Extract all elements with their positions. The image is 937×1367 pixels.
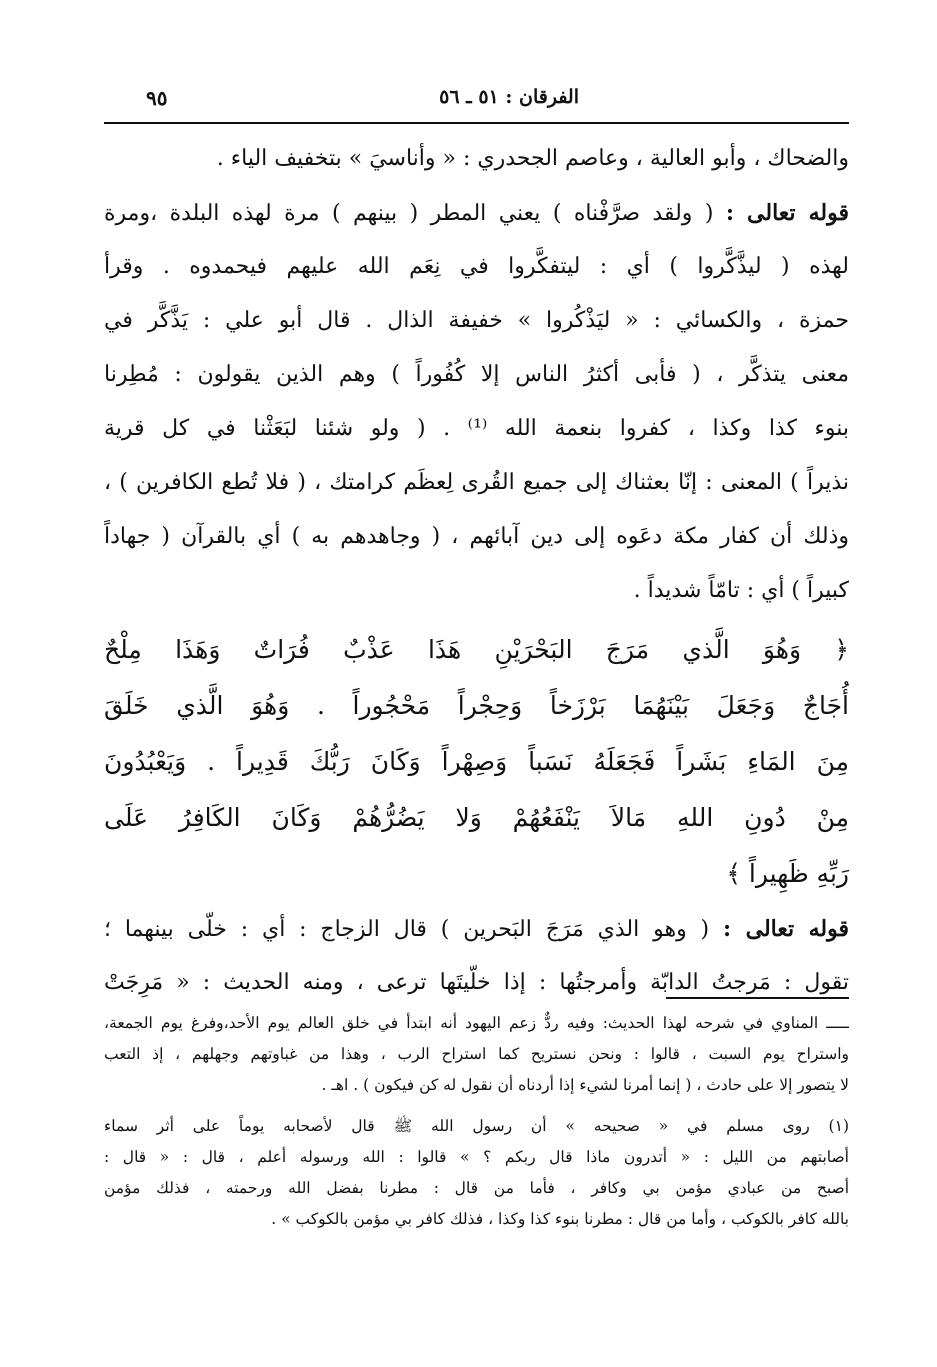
page-number: ٩٥ xyxy=(146,86,168,110)
text-line: وذلك أن كفار مكة دعَوه إلى دين آبائهم ، ( وجاهدهم به ) أي بالقرآن ( جهاداً xyxy=(104,524,849,549)
verse-line: أُجَاجٌ وَجَعَلَ بَيْنَهُمَا بَرْزَخاً وَحِجْراً مَحْجُوراً . وَهُوَ الَّذي خَلَقَ xyxy=(104,691,849,720)
text-line: والضحاك ، وأبو العالية ، وعاصم الجحدري : « وأناسيَ » بتخفيف الياء . xyxy=(216,146,849,171)
text-line: نذيراً ) المعنى : إنّا بعثناك إلى جميع القُرى لِعظَم كرامتك ، ( فلا تُطع الكافرين ) ، xyxy=(104,470,849,495)
quran-verse-block xyxy=(104,622,849,902)
footnote-line: بالله كافر بالكوكب ، وأما من قال : مطرنا بنوء كذا وكذا ، فذلك كافر بي مؤمن بالكوكب » . xyxy=(271,1210,849,1228)
header-rule xyxy=(104,122,849,124)
verse-line: ﴿ وَهُوَ الَّذي مَرَجَ البَحْرَيْنِ هَذَا عَذْبٌ فُرَاتٌ وَهَذَا مِلْحٌ xyxy=(104,635,849,664)
footnote-line: (١) روى مسلم في « صحيحه » أن رسول الله ﷺ قال لأصحابه يوماً على أثر سماء xyxy=(104,1117,849,1135)
footnote-line: أصابتهم من الليل : « أتدرون ماذا قال ربكم ؟ » قالوا : الله ورسوله أعلم ، قال : « قال : xyxy=(104,1148,849,1166)
text-line: حمزة ، والكسائي : « ليَذْكُروا » خفيفة الذال . قال أبو علي : يَذَّكَّر في xyxy=(104,308,849,333)
running-header xyxy=(104,84,849,114)
text-line: لهذه ( ليذَّكَّروا ) أي : ليتفكَّروا في نِعَم الله عليهم فيحمدوه . وقرأ xyxy=(104,254,849,279)
verse-line: مِنْ دُونِ اللهِ مَالاَ يَنْفَعُهُمْ وَلا يَضُرُّهُمْ وَكَانَ الكَافِرُ عَلَى xyxy=(104,803,849,832)
footnote-line: لا يتصور إلا على حادث ، ( إنما أمرنا لشيء إذا أردناه أن نقول له كن فيكون ) . اهـ . xyxy=(321,1076,849,1094)
footnotes xyxy=(104,1008,849,1235)
text-line: بنوء كذا وكذا ، كفروا بنعمة الله ⁽¹⁾ . ( ولو شئنا لبَعَثْنا في كل قرية xyxy=(104,416,849,441)
commentary-lead: قوله تعالى : xyxy=(722,916,849,942)
text-fragment: ( ولقد صرَّفْناه ) يعني المطر ( بينهم ) مرة لهذه البلدة ،ومرة xyxy=(104,201,714,226)
text-line: كبيراً ) أي : تامّاً شديداً . xyxy=(633,578,849,603)
verse-line: رَبِّهِ ظَهِيراً ﴾ xyxy=(726,859,849,888)
commentary-lead: قوله تعالى : xyxy=(725,200,849,226)
footnote-line: ـــــ المناوي في شرحه لهذا الحديث: وفيه ردٌّ زعم اليهود أنه ابتدأ في خلق العالم يوم الأحد،وفرغ يوم الجمعة، xyxy=(104,1014,849,1032)
text-line: معنى يتذكَّر ، ( فأبى أكثرُ الناس إلا كُفُوراً ) وهم الذين يقولون : مُطِرنا xyxy=(104,362,849,387)
main-text xyxy=(104,132,849,1010)
text-line xyxy=(104,186,849,240)
text-line xyxy=(104,902,849,956)
header-title: الفرقان : ٥١ ـ ٥٦ xyxy=(439,86,579,108)
verse-line: مِنَ المَاءِ بَشَراً فَجَعَلَهُ نَسَباً وَصِهْراً وَكَانَ رَبُّكَ قَدِيراً . وَيَعْبُدُونَ xyxy=(104,747,849,776)
footnote-line: أصبح من عبادي مؤمن بي وكافر ، فأما من قال : مطرنا بفضل الله ورحمته ، فذلك مؤمن xyxy=(104,1179,849,1197)
footnote-line: واستراح يوم السبت ، قالوا : ونحن نستريح كما استراح الرب ، وهذا من غباوتهم وجهلهم ، إذ التعب xyxy=(104,1045,849,1063)
text-line: تقول : مَرجتُ الدابّة وأمرجتُها : إذا خلّيتَها ترعى ، ومنه الحديث : « مَرِجَتْ xyxy=(104,970,849,995)
footnote-rule xyxy=(666,997,849,999)
text-fragment: ( وهو الذي مَرَجَ البَحرين ) قال الزجاج : أي : خلّى بينهما ؛ xyxy=(104,917,710,942)
